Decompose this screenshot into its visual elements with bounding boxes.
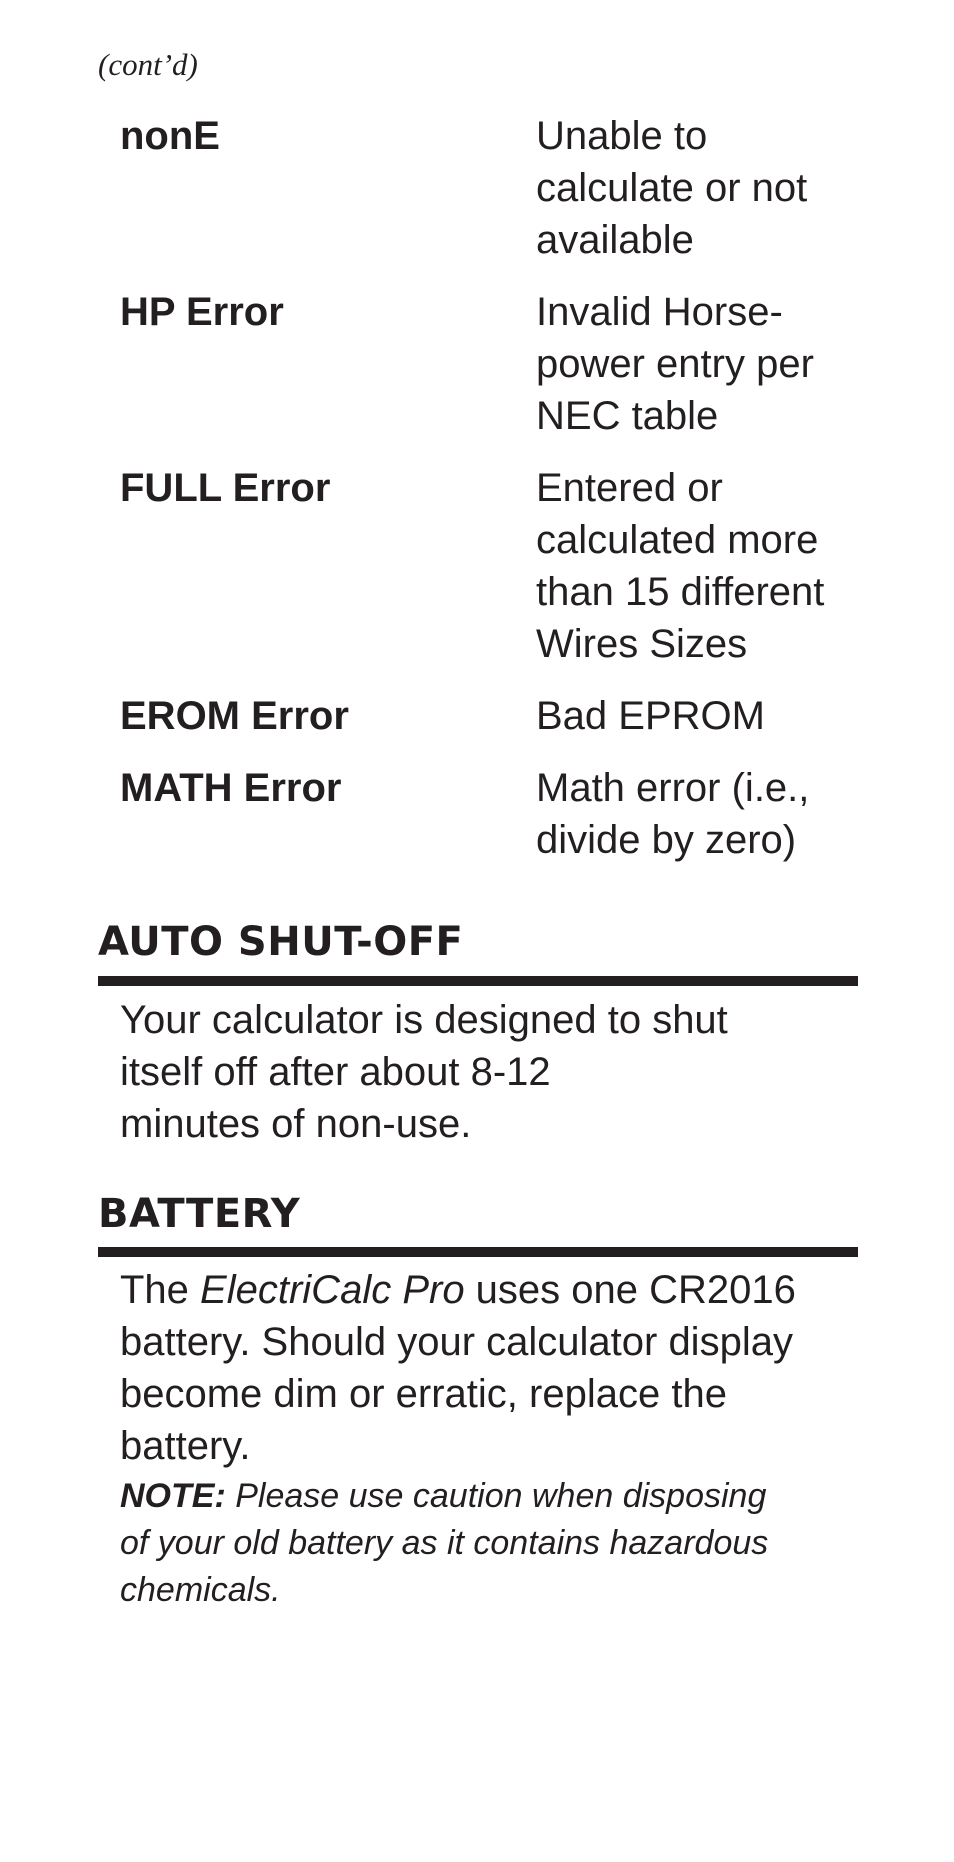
auto-shutoff-text — [120, 994, 820, 1150]
desc-line: than 15 different — [536, 570, 825, 614]
error-row-none — [120, 110, 880, 266]
desc-line: Bad EPROM — [536, 694, 765, 738]
text-fragment: uses one CR2016 — [464, 1268, 796, 1312]
error-description — [536, 762, 880, 866]
error-row-erom — [120, 690, 880, 742]
error-description — [536, 286, 880, 442]
error-code: nonE — [120, 114, 220, 158]
desc-line: Unable to — [536, 114, 708, 158]
text-line: battery. — [120, 1424, 251, 1468]
desc-line: calculate or not — [536, 166, 808, 210]
note-line: of your old battery as it contains hazardous — [120, 1524, 769, 1562]
text-fragment: The — [120, 1268, 201, 1312]
error-code: MATH Error — [120, 766, 342, 810]
desc-line: divide by zero) — [536, 818, 797, 862]
note-label: NOTE: — [120, 1477, 226, 1515]
error-code: FULL Error — [120, 466, 331, 510]
desc-line: Entered or — [536, 466, 723, 510]
error-row-hp — [120, 286, 880, 442]
text-line: itself off after about 8-12 — [120, 1050, 551, 1094]
error-description — [536, 690, 880, 742]
error-description — [536, 110, 880, 266]
desc-line: available — [536, 218, 694, 262]
error-code: HP Error — [120, 290, 284, 334]
note-line: chemicals. — [120, 1571, 281, 1609]
continued-label: (cont’d) — [98, 47, 198, 82]
section-divider — [98, 1247, 858, 1257]
text-line — [120, 1264, 880, 1316]
section-divider — [98, 976, 858, 986]
battery-heading: BATTERY — [98, 1191, 301, 1237]
desc-line: calculated more — [536, 518, 819, 562]
desc-line: Math error (i.e., — [536, 766, 810, 810]
error-row-full — [120, 462, 880, 670]
battery-text — [120, 1264, 880, 1472]
auto-shutoff-heading: AUTO SHUT-OFF — [98, 919, 464, 965]
desc-line: Invalid Horse- — [536, 290, 783, 334]
note-line — [120, 1473, 880, 1520]
text-line: Your calculator is designed to shut — [120, 998, 728, 1042]
desc-line: NEC table — [536, 394, 719, 438]
error-code: EROM Error — [120, 694, 349, 738]
error-table — [120, 110, 880, 886]
text-fragment: Please use caution when disposing — [225, 1477, 767, 1515]
desc-line: Wires Sizes — [536, 622, 748, 666]
text-line: minutes of non-use. — [120, 1102, 472, 1146]
product-name: ElectriCalc Pro — [200, 1268, 465, 1312]
text-line: battery. Should your calculator display — [120, 1320, 793, 1364]
error-row-math — [120, 762, 880, 866]
error-description — [536, 462, 880, 670]
desc-line: power entry per — [536, 342, 814, 386]
battery-note — [120, 1473, 880, 1614]
text-line: become dim or erratic, replace the — [120, 1372, 727, 1416]
